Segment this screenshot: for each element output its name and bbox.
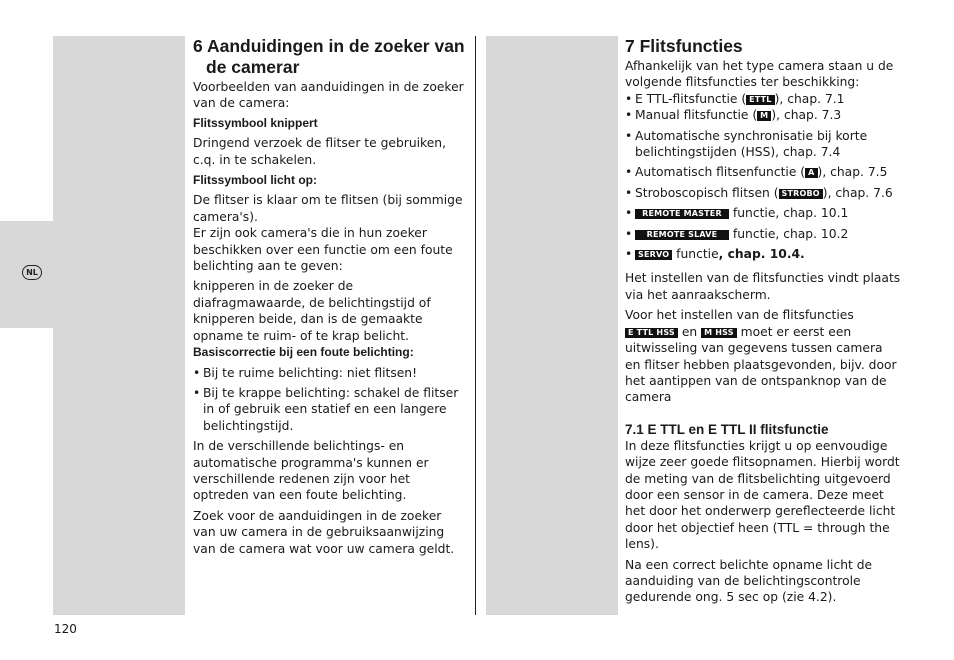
- auto-symbol: A: [805, 168, 817, 178]
- list-item: • Stroboscopisch flitsen ( STROBO ), chap. 7.6: [625, 185, 901, 201]
- column-divider: [475, 36, 476, 615]
- paragraph: In de verschillende belichtings- en automatische programma's kunnen er verschillende redenen zijn voor het optreden van een foute belichting.: [193, 439, 429, 503]
- left-column: [193, 36, 465, 557]
- list-item: • Bij te ruime belichting: niet flitsen!: [193, 365, 465, 381]
- list-item: • REMOTE SLAVE functie, chap. 10.2: [625, 226, 901, 242]
- subheading-correction: Basiscorrectie bij een foute belichting:: [193, 345, 414, 360]
- remote-master-symbol: REMOTE MASTER: [635, 209, 729, 219]
- paragraph: Voor het instellen van de flitsfuncties E TTL HSS en M HSS moet er eerst een uitwisseling van gegevens tussen camera en flitser hebben plaatsgevonden, bijv. door het aantippen van de ontspanknop van de camera: [625, 308, 897, 405]
- paragraph: In deze flitsfuncties krijgt u op eenvoudige wijze zeer goede flitsopnamen. Hierbij wordt de meting van de flitsbelichting uitgevoerd door een sensor in de camera. Deze meet het door het onderwerp gereflecteerde licht door het objectief heen (TTL = through the lens).: [625, 438, 900, 552]
- flash-function-list: [625, 91, 901, 263]
- paragraph: Dringend verzoek de flitser te gebruiken, c.q. in te schakelen.: [193, 136, 446, 167]
- m-hss-symbol: M HSS: [701, 328, 737, 338]
- list-item: • REMOTE MASTER functie, chap. 10.1: [625, 205, 901, 221]
- paragraph: knipperen in de zoeker de diafragmawaarde, de belichtingstijd of knipperen beide, dan is de gemaakte opname te ruim- of te krap belicht.: [193, 279, 431, 343]
- correction-list: [193, 365, 465, 435]
- page-number: 120: [54, 622, 77, 636]
- paragraph: Zoek voor de aanduidingen in de zoeker van uw camera in de gebruiksaanwijzing van de camera wat voor uw camera geldt.: [193, 508, 455, 556]
- language-badge: NL: [22, 265, 42, 280]
- list-item: • Bij te krappe belichting: schakel de flitser in of gebruik een statief en een langere belichtingstijd.: [193, 385, 465, 434]
- list-item: • E TTL-flitsfunctie ( ETTL ), chap. 7.1: [625, 91, 901, 107]
- list-item: • Manual flitsfunctie ( M ), chap. 7.3: [625, 107, 901, 123]
- section-heading-6: 6 Aanduidingen in de zoeker van de camerar: [193, 36, 465, 77]
- servo-symbol: SERVO: [635, 250, 672, 260]
- section-heading-7: 7 Flitsfuncties: [625, 36, 743, 56]
- right-column: [625, 36, 901, 606]
- intro-text: Afhankelijk van het type camera staan u de volgende flitsfuncties ter beschikking:: [625, 59, 894, 90]
- list-item: • SERVO functie, chap. 10.4.: [625, 246, 901, 262]
- list-item: • Automatisch flitsenfunctie ( A ), chap. 7.5: [625, 164, 901, 180]
- manual-symbol: M: [757, 111, 771, 121]
- right-margin-band: [486, 36, 618, 615]
- paragraph: Het instellen van de flitsfuncties vindt plaats via het aanraakscherm.: [625, 271, 901, 302]
- ettl-symbol: ETTL: [746, 95, 774, 105]
- left-margin-band: [53, 36, 185, 615]
- subheading-flash-blinking: Flitssymbool knippert: [193, 115, 318, 130]
- ettl-hss-symbol: E TTL HSS: [625, 328, 678, 338]
- subsection-heading-7-1: 7.1 E TTL en E TTL II flitsfunctie: [625, 421, 829, 437]
- list-item: • Automatische synchronisatie bij korte belichtingstijden (HSS), chap. 7.4: [625, 128, 901, 161]
- paragraph: Na een correct belichte opname licht de aanduiding van de belichtingscontrole gedurende ong. 5 sec op (zie 4.2).: [625, 557, 873, 605]
- subheading-flash-lit: Flitssymbool licht op:: [193, 173, 318, 188]
- paragraph: Er zijn ook camera's die in hun zoeker beschikken over een functie om een foute belichting aan te geven:: [193, 226, 453, 274]
- strobo-symbol: STROBO: [779, 189, 823, 199]
- remote-slave-symbol: REMOTE SLAVE: [635, 230, 729, 240]
- paragraph: De flitser is klaar om te flitsen (bij sommige camera's).: [193, 193, 463, 224]
- intro-text: Voorbeelden van aanduidingen in de zoeker van de camera:: [193, 80, 464, 111]
